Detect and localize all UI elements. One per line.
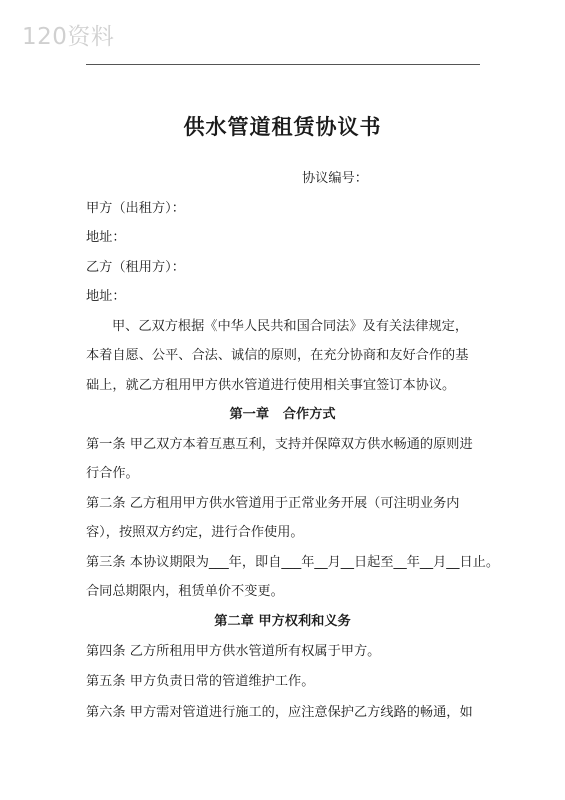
article-1-line-2: 行合作。 <box>86 466 139 481</box>
intro-line-1: 甲、乙双方根据《中华人民共和国合同法》及有关法律规定， <box>112 319 469 334</box>
article-1-line-1: 第一条 甲乙双方本着互惠互利，支持并保障双方供水畅通的原则进 <box>86 437 473 452</box>
party-b-address-label: 地址： <box>86 289 126 304</box>
document-title: 供水管道租赁协议书 <box>183 115 382 139</box>
article-5: 第五条 甲方负责日常的管道维护工作。 <box>86 674 315 689</box>
intro-line-2: 本着自愿、公平、合法、诚信的原则，在充分协商和友好合作的基 <box>86 348 469 363</box>
article-3-line-2: 合同总期限内，租赁单价不变更。 <box>86 584 284 599</box>
party-b-label: 乙方（租用方）： <box>86 260 185 275</box>
agreement-number-label: 协议编号： <box>302 171 368 186</box>
article-2-line-1: 第二条 乙方租用甲方供水管道用于正常业务开展（可注明业务内 <box>86 496 460 511</box>
party-a-label: 甲方（出租方）： <box>86 201 185 216</box>
watermark: 120资料 <box>22 24 115 50</box>
chapter-1-heading: 第一章 合作方式 <box>229 407 336 422</box>
article-4: 第四条 乙方所租用甲方供水管道所有权属于甲方。 <box>86 644 381 659</box>
chapter-2-heading: 第二章 甲方权利和义务 <box>214 614 351 629</box>
article-3-line-1: 第三条 本协议期限为___年，即自___年__月__日起至__年__月__日止。 <box>86 555 500 570</box>
header-rule <box>86 64 480 65</box>
intro-line-3: 础上，就乙方租用甲方供水管道进行使用相关事宜签订本协议。 <box>86 378 456 393</box>
article-2-line-2: 容），按照双方约定，进行合作使用。 <box>86 525 304 540</box>
article-6-line-1: 第六条 甲方需对管道进行施工的，应注意保护乙方线路的畅通，如 <box>86 705 473 720</box>
party-a-address-label: 地址： <box>86 230 126 245</box>
